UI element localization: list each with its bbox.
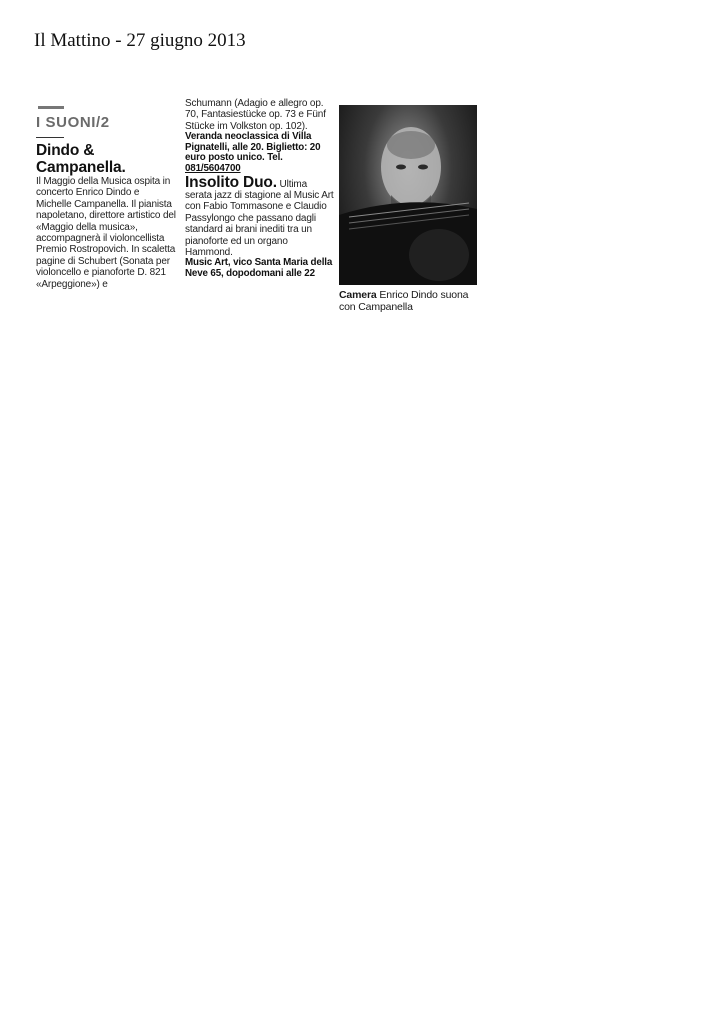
story2-headline: Insolito Duo. <box>185 173 277 191</box>
caption-text: Enrico Dindo suona con Campanella <box>339 289 469 313</box>
column-2 <box>185 98 335 280</box>
story1-body-part1: Il Maggio della Musica ospita in concerto Enrico Dindo e Michelle Campanella. Il pianista napoletano, direttore artistico del «Maggio della musica», accompagnerà il violoncellista Premio Rostropovich. In scaletta pagine di Schubert (Sonata per violoncello e pianoforte D. 821 «Arpeggione») e <box>36 176 176 290</box>
portrait-illustration <box>339 105 477 285</box>
column-1 <box>36 98 176 290</box>
section-kicker: I SUONI/2 <box>36 114 110 131</box>
section-marker <box>38 106 64 109</box>
story1-venue: Veranda neoclassica di Villa Pignatelli, alle 20. Biglietto: 20 euro posto unico. Tel. <box>185 131 321 164</box>
story1-headline: Dindo & Campanella. <box>36 142 126 176</box>
story2-block <box>185 173 335 259</box>
page-title: Il Mattino - 27 giugno 2013 <box>34 30 246 51</box>
caption-label: Camera <box>339 289 377 301</box>
kicker-divider <box>36 137 64 138</box>
story1-phone: 081/5604700 <box>185 163 241 174</box>
photo-caption <box>339 289 479 313</box>
story2-body: Ultima serata jazz di stagione al Music Art con Fabio Tommasone e Claudio Passylongo che passano dagli standard ai brani inediti tra un pianoforte ed un organo Hammond. <box>185 178 334 259</box>
story1-body-part2: Schumann (Adagio e allegro op. 70, Fantasiestücke op. 73 e Fünf Stücke im Volkston op. 102). <box>185 98 326 132</box>
story1-info <box>185 132 335 174</box>
newspaper-clipping <box>30 98 480 330</box>
cellist-photo <box>339 105 477 285</box>
story2-info: Music Art, vico Santa Maria della Neve 65, dopodomani alle 22 <box>185 257 333 280</box>
column-3 <box>337 98 479 313</box>
